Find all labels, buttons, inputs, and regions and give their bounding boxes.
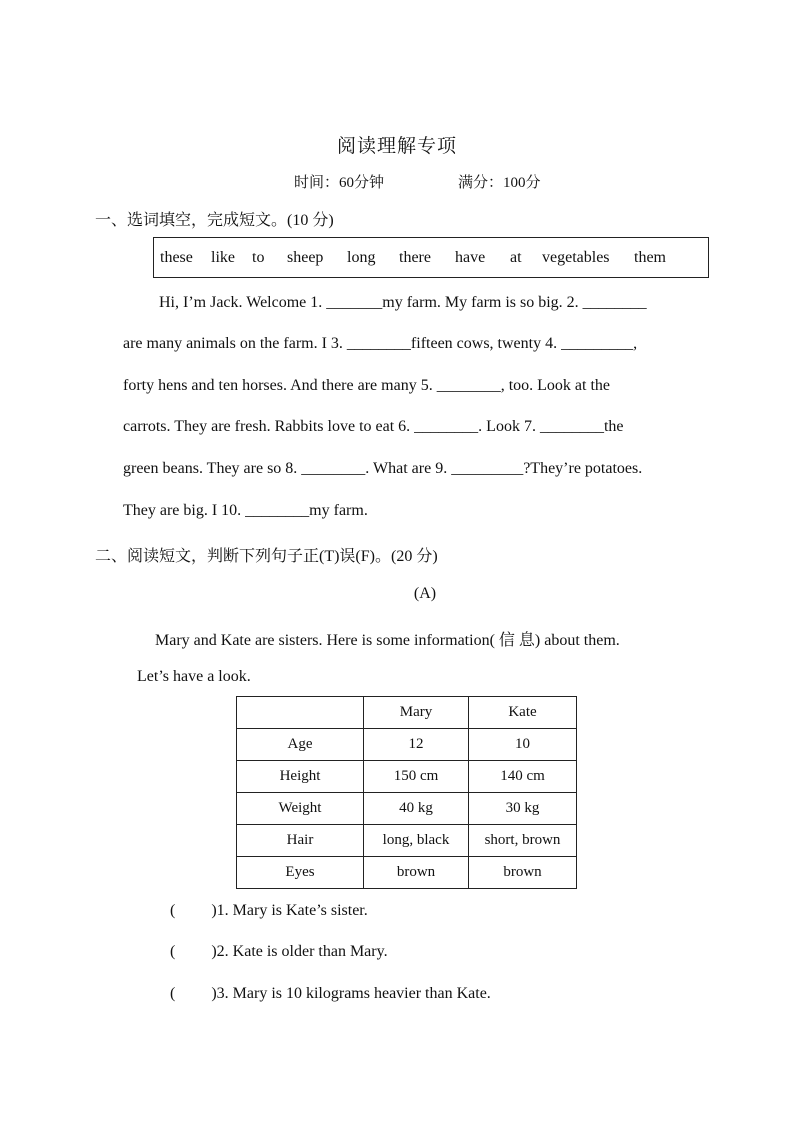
passage-line: forty hens and ten horses. And there are many 5. ________, too. Look at the bbox=[123, 377, 610, 394]
word-bank-word: these bbox=[160, 248, 193, 266]
table-cell: 140 cm bbox=[469, 761, 577, 793]
table-row bbox=[237, 761, 577, 793]
table-cell: long, black bbox=[364, 825, 469, 857]
full-score: 满分：100分 bbox=[458, 175, 541, 191]
passage-line: Hi, I’m Jack. Welcome 1. _______my farm. My farm is so big. 2. ________ bbox=[159, 294, 647, 311]
answer-paren-close: ) bbox=[211, 985, 217, 1002]
table-cell: Mary bbox=[364, 697, 469, 729]
word-bank-box bbox=[153, 237, 709, 278]
table-cell: short, brown bbox=[469, 825, 577, 857]
answer-paren-open: ( bbox=[170, 943, 176, 960]
tf-question-3 bbox=[170, 985, 491, 1003]
word-bank-word: to bbox=[252, 248, 265, 266]
word-bank-word: vegetables bbox=[542, 248, 610, 266]
table-cell: 30 kg bbox=[469, 793, 577, 825]
table-cell: 12 bbox=[364, 729, 469, 761]
table-cell: brown bbox=[364, 857, 469, 889]
section2-heading: 二、阅读短文，判断下列句子正(T)误(F)。(20 分) bbox=[95, 548, 438, 565]
word-bank-word: long bbox=[347, 248, 376, 266]
question-text: 2. Kate is older than Mary. bbox=[216, 943, 388, 960]
table-row bbox=[237, 857, 577, 889]
word-bank-word: at bbox=[510, 248, 522, 266]
passage-line: are many animals on the farm. I 3. ________fifteen cows, twenty 4. _________, bbox=[123, 335, 638, 352]
word-bank-word: there bbox=[399, 248, 431, 266]
word-bank-word: like bbox=[211, 248, 235, 266]
table-row bbox=[237, 825, 577, 857]
time-limit: 时间：60分钟 bbox=[294, 175, 385, 191]
passage-line: carrots. They are fresh. Rabbits love to eat 6. ________. Look 7. ________the bbox=[123, 418, 624, 435]
part-label: (A) bbox=[413, 585, 437, 602]
intro-line: Let’s have a look. bbox=[137, 668, 251, 685]
intro-line: Mary and Kate are sisters. Here is some information( 信 息) about them. bbox=[155, 632, 620, 649]
table-cell bbox=[237, 697, 364, 729]
tf-question-2 bbox=[170, 943, 388, 961]
question-text: 3. Mary is 10 kilograms heavier than Kate. bbox=[216, 985, 491, 1002]
answer-paren-open: ( bbox=[170, 985, 176, 1002]
passage-line: green beans. They are so 8. ________. What are 9. _________?They’re potatoes. bbox=[123, 460, 643, 477]
table-cell: 10 bbox=[469, 729, 577, 761]
table-cell: brown bbox=[469, 857, 577, 889]
answer-paren-open: ( bbox=[170, 902, 176, 919]
table-cell: Kate bbox=[469, 697, 577, 729]
table-cell: Age bbox=[237, 729, 364, 761]
table-cell: 150 cm bbox=[364, 761, 469, 793]
answer-paren-close: ) bbox=[211, 943, 217, 960]
table-cell: Hair bbox=[237, 825, 364, 857]
table-cell: Eyes bbox=[237, 857, 364, 889]
table-cell: Height bbox=[237, 761, 364, 793]
tf-question-1 bbox=[170, 902, 368, 920]
table-cell: 40 kg bbox=[364, 793, 469, 825]
answer-paren-close: ) bbox=[211, 902, 217, 919]
table-row bbox=[237, 729, 577, 761]
question-text: 1. Mary is Kate’s sister. bbox=[216, 902, 368, 919]
passage-line: They are big. I 10. ________my farm. bbox=[123, 502, 368, 519]
section1-heading: 一、选词填空，完成短文。(10 分) bbox=[95, 212, 334, 229]
table-row bbox=[237, 793, 577, 825]
table-row bbox=[237, 697, 577, 729]
word-bank-word: sheep bbox=[287, 248, 324, 266]
table-cell: Weight bbox=[237, 793, 364, 825]
page-title: 阅读理解专项 bbox=[336, 136, 457, 157]
word-bank-word: have bbox=[455, 248, 486, 266]
info-table bbox=[236, 696, 577, 889]
word-bank-word: them bbox=[634, 248, 666, 266]
